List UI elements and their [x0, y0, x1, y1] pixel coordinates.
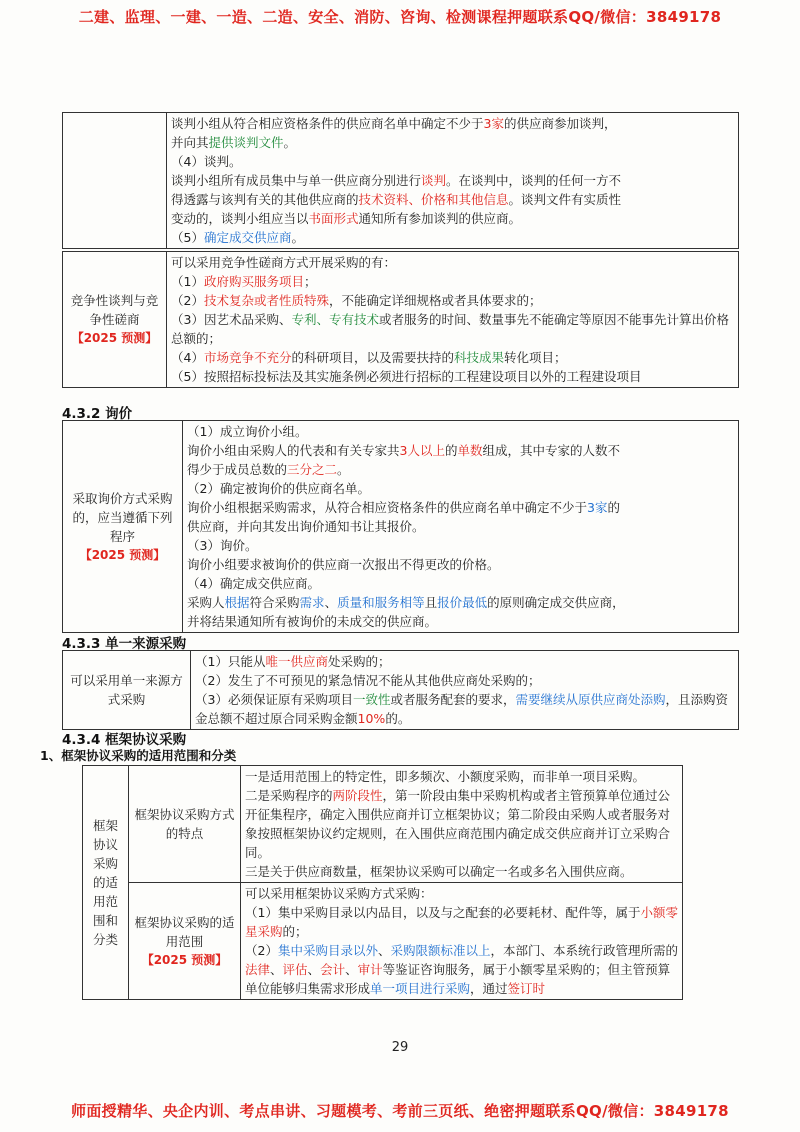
t3-label-text: 采取询价方式采购的，应当遵循下列程序	[72, 490, 173, 544]
t5-outer-label-text: 框架协议采购的适用范围和分类	[92, 818, 118, 947]
framework-scope-label	[129, 883, 241, 1000]
t3-line-3: 得少于成员总数的三分之二。	[187, 462, 350, 477]
t5-row2-line-3: （2）集中采购目录以外、采购限额标准以上，本部门、本系统行政管理所需的法律、评估、会计、审计等鉴证咨询服务，属于小额零星采购的；但主管预算单位能够归集需求形成单一项目进行采购，通过签订时	[245, 943, 679, 996]
t1-line-3: （4）谈判。	[171, 154, 242, 169]
t2-label-text: 竞争性谈判与竞争性磋商	[70, 293, 159, 327]
prediction-tag: 【2025 预测】	[141, 952, 228, 967]
top-banner: 二建、监理、一建、一造、二造、安全、消防、咨询、检测课程押题联系QQ/微信：3849178	[78, 8, 722, 26]
t3-line-9: （4）确定成交供应商。	[187, 576, 320, 591]
framework-outer-label	[83, 766, 129, 1000]
single-source-content	[191, 651, 739, 730]
t4-line-1: （1）只能从唯一供应商处采购的；	[195, 654, 391, 669]
t5-row1-label-text: 框架协议采购方式的特点	[134, 807, 235, 841]
t3-line-2: 询价小组由采购人的代表和有关专家共3人以上的单数组成，其中专家的人数不	[187, 443, 621, 458]
negotiation-procedure-content	[167, 113, 739, 249]
t2-line-2: （1）政府购买服务项目；	[171, 274, 317, 289]
inquiry-procedure-content	[183, 421, 739, 633]
t3-line-10: 采购人根据符合采购需求、质量和服务相等且报价最低的原则确定成交供应商，	[187, 595, 625, 610]
t1-line-1: 谈判小组从符合相应资格条件的供应商名单中确定不少于3家的供应商参加谈判，	[171, 116, 617, 131]
t4-line-3: （3）必须保证原有采购项目一致性或者服务配套的要求，需要继续从原供应商处添购，且添购资金总额不超过原合同采购金额10%的。	[195, 692, 729, 726]
empty-label-cell	[63, 113, 167, 249]
t3-line-1: （1）成立询价小组。	[187, 424, 308, 439]
t3-line-8: 询价小组要求被询价的供应商一次报出不得更改的价格。	[187, 557, 500, 572]
t2-line-3: （2）技术复杂或者性质特殊，不能确定详细规格或者具体要求的；	[171, 293, 542, 308]
t1-line-5: 得透露与该判有关的其他供应商的技术资料、价格和其他信息。谈判文件有实质性	[171, 192, 622, 207]
t4-line-2: （2）发生了不可预见的紧急情况不能从其他供应商处采购的；	[195, 673, 541, 688]
t1-line-2: 并向其提供谈判文件。	[171, 135, 297, 150]
t4-label-text: 可以采用单一来源方式采购	[70, 673, 183, 707]
section-4-3-4-heading: 4.3.4 框架协议采购	[62, 732, 187, 748]
t3-line-11: 并将结果通知所有被询价的未成交的供应商。	[187, 614, 438, 629]
inquiry-procedure-label	[63, 421, 183, 633]
t1-line-4: 谈判小组所有成员集中与单一供应商分别进行谈判。在谈判中，谈判的任何一方不	[171, 173, 622, 188]
t1-line-6: 变动的，谈判小组应当以书面形式通知所有参加谈判的供应商。	[171, 211, 522, 226]
prediction-tag: 【2025 预测】	[79, 547, 166, 562]
t1-line-7: （5）确定成交供应商。	[171, 230, 304, 245]
t5-row2-label-text: 框架协议采购的适用范围	[134, 914, 235, 949]
bottom-banner: 师面授精华、央企内训、考点串讲、习题模考、考前三页纸、绝密押题联系QQ/微信：3849178	[71, 1102, 729, 1120]
t5-row1-line-1: 一是适用范围上的特定性，即多频次、小额度采购，而非单一项目采购。	[245, 769, 646, 784]
framework-agreement-table	[82, 765, 683, 1000]
competitive-consultation-content	[167, 252, 739, 388]
t2-line-1: 可以采用竞争性磋商方式开展采购的有：	[171, 255, 397, 270]
t5-row2-line-1: 可以采用框架协议采购方式采购：	[245, 886, 433, 901]
single-source-table	[62, 650, 739, 730]
subsection-1-heading: 1、框架协议采购的适用范围和分类	[40, 748, 237, 763]
t2-line-5: （4）市场竞争不充分的科研项目，以及需要扶持的科技成果转化项目；	[171, 350, 567, 365]
t5-row2-line-2: （1）集中采购目录以内品目，以及与之配套的必要耗材、配件等，属于小额零星采购的；	[245, 905, 678, 939]
framework-features-label	[129, 766, 241, 883]
section-4-3-3-heading: 4.3.3 单一来源采购	[62, 636, 187, 652]
framework-features-content	[241, 766, 683, 883]
framework-scope-content	[241, 883, 683, 1000]
competitive-consultation-table	[62, 251, 739, 388]
t3-line-7: （3）询价。	[187, 538, 258, 553]
section-4-3-2-heading: 4.3.2 询价	[62, 406, 133, 422]
page-number: 29	[391, 1040, 409, 1055]
t3-line-5: 询价小组根据采购需求，从符合相应资格条件的供应商名单中确定不少于3家的	[187, 500, 620, 515]
inquiry-procedure-table	[62, 420, 739, 633]
t3-line-6: 供应商，并向其发出询价通知书让其报价。	[187, 519, 425, 534]
t5-row1-line-2: 二是采购程序的两阶段性，第一阶段由集中采购机构或者主管预算单位通过公开征集程序，确定入围供应商并订立框架协议；第二阶段由采购人或者服务对象按照框架协议约定规则，在入围供应商范围内确定成交供应商并订立采购合同。	[245, 788, 671, 860]
t2-line-4: （3）因艺术品采购、专利、专有技术或者服务的时间、数量事先不能确定等原因不能事先计算出价格总额的；	[171, 312, 729, 346]
single-source-label	[63, 651, 191, 730]
t3-line-4: （2）确定被询价的供应商名单。	[187, 481, 370, 496]
competitive-consultation-label	[63, 252, 167, 388]
t2-line-6: （5）按照招标投标法及其实施条例必须进行招标的工程建设项目以外的工程建设项目	[171, 369, 642, 384]
prediction-tag: 【2025 预测】	[71, 331, 158, 345]
t5-row1-line-3: 三是关于供应商数量，框架协议采购可以确定一名或多名入围供应商。	[245, 864, 633, 879]
negotiation-procedure-table	[62, 112, 739, 249]
